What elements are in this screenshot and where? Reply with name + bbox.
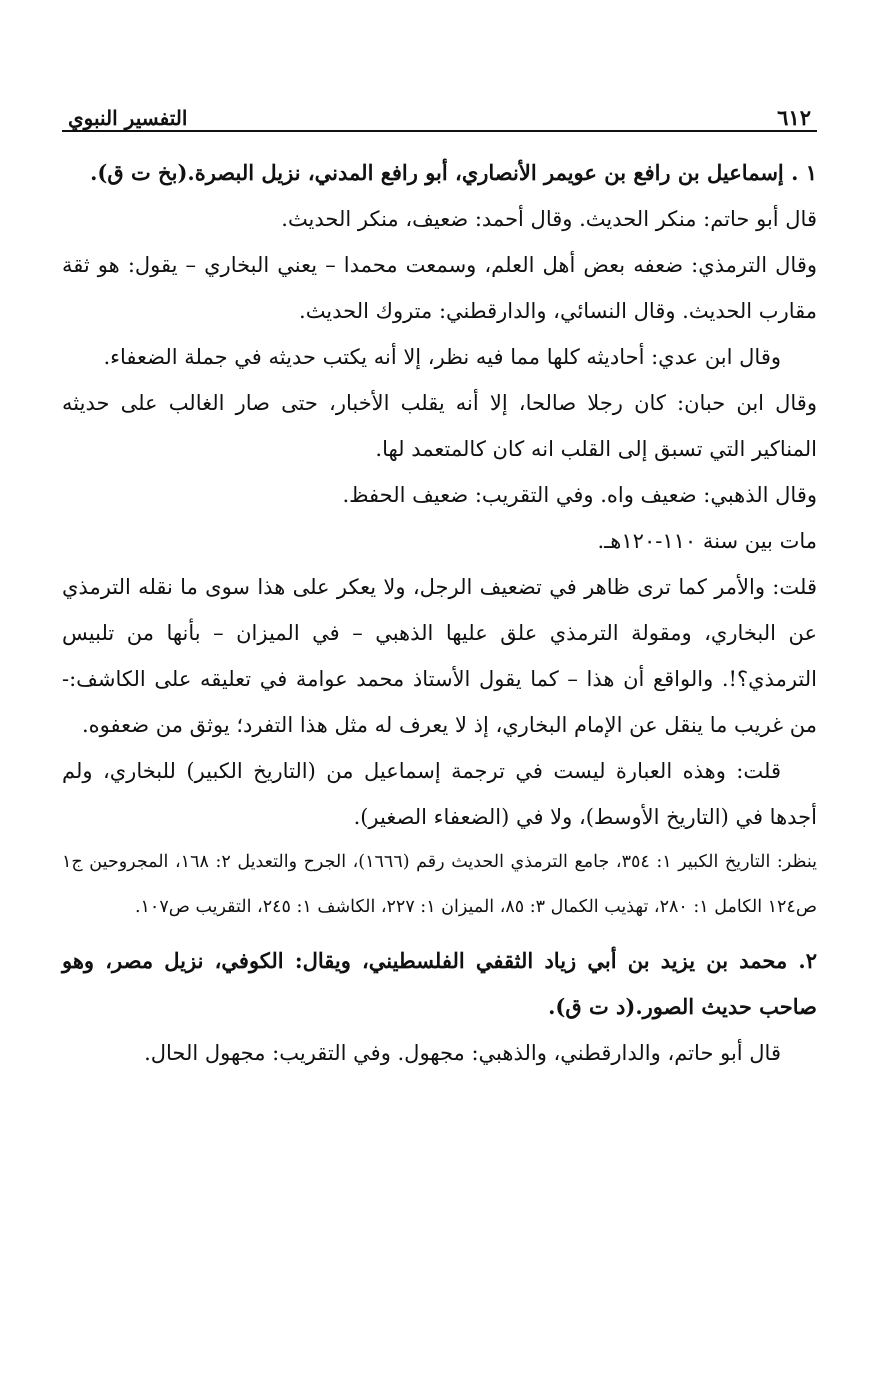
entry-heading: ١ . إسماعيل بن رافع بن عويمر الأنصاري، أبو رافع المدني، نزيل البصرة.(بخ ت ق). [90,160,817,185]
book-page [62,90,817,1370]
spacer [62,930,817,938]
paragraph: قال أبو حاتم، والدارقطني، والذهبي: مجهول. وفي التقريب: مجهول الحال. [144,1041,781,1065]
paragraph: قلت: والأمر كما ترى ظاهر في تضعيف الرجل، ولا يعكر على هذا سوى ما نقله الترمذي عن البخاري، ومقولة الترمذي علق عليها الذهبي – في الميزان – بأنها من تلبيس الترمذي؟!. والواقع أن هذا – كما يقول الأستاذ محمد عوامة في تعليقه على الكاشف:- من غريب ما ينقل عن الإمام البخاري، إذ لا يعرف له مثل هذا التفرد؛ يوثق من ضعفوه. [62,575,817,737]
header-rule [62,130,817,132]
paragraph: وقال ابن عدي: أحاديثه كلها مما فيه نظر، إلا أنه يكتب حديثه في جملة الضعفاء. [103,345,781,369]
paragraph: وقال الذهبي: ضعيف واه. وفي التقريب: ضعيف الحفظ. [342,483,817,507]
page-body [62,150,817,1076]
paragraph: وقال ابن حبان: كان رجلا صالحا، إلا أنه يقلب الأخبار، حتى صار الغالب على حديثه المناكير التي تسبق إلى القلب انه كان كالمتعمد لها. [62,391,817,461]
references: ينظر: التاريخ الكبير ١: ٣٥٤، جامع الترمذي الحديث رقم (١٦٦٦)، الجرح والتعديل ٢: ١٦٨، المجروحين ج١ ص١٢٤ الكامل ١: ٢٨٠، تهذيب الكمال ٣: ٨٥، الميزان ١: ٢٢٧، الكاشف ١: ٢٤٥، التقريب ص١٠٧. [62,852,817,917]
page-number: ٦١٢ [777,105,811,130]
paragraph: قال أبو حاتم: منكر الحديث. وقال أحمد: ضعيف، منكر الحديث. [281,207,817,231]
paragraph: قلت: وهذه العبارة ليست في ترجمة إسماعيل من (التاريخ الكبير) للبخاري، ولم أجدها في (التاريخ الأوسط)، ولا في (الضعفاء الصغير). [62,759,817,829]
entry-heading: ٢. محمد بن يزيد بن أبي زياد الثقفي الفلسطيني، ويقال: الكوفي، نزيل مصر، وهو صاحب حديث الصور.(د ت ق). [62,948,818,1019]
paragraph: مات بين سنة ١١٠-١٢٠هـ. [597,529,817,553]
paragraph: وقال الترمذي: ضعفه بعض أهل العلم، وسمعت محمدا – يعني البخاري – يقول: هو ثقة مقارب الحديث. وقال النسائي، والدارقطني: متروك الحديث. [62,253,817,323]
page-header [62,90,817,134]
book-title: التفسير النبوي [68,106,188,130]
